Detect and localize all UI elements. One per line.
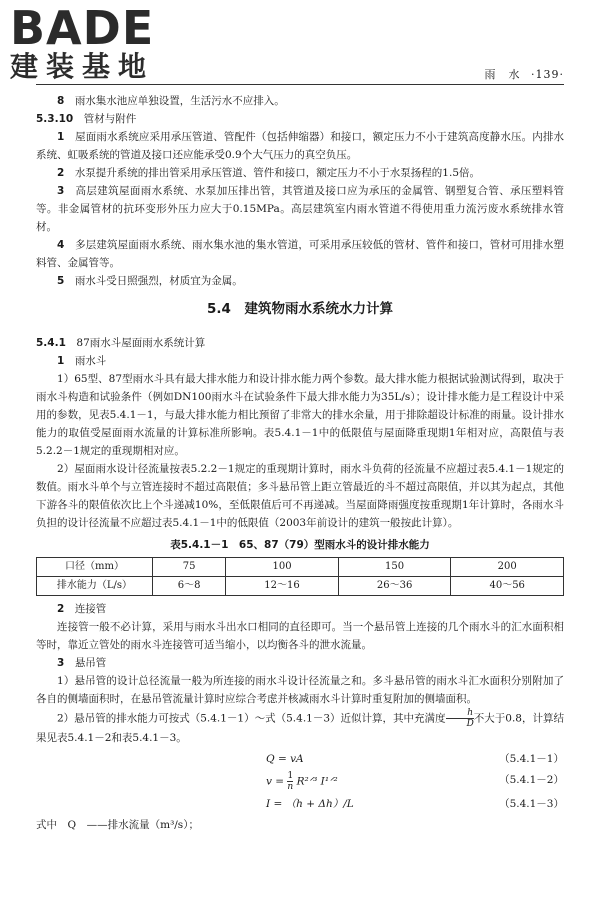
item-3-2: 2）悬吊管的排水能力可按式（5.4.1－1）～式（5.4.1－3）近似计算，其中充满度 $\frac{h}{D}$ 不大于0.8，计算结果见表5.4.1－2和表5.4.1－3。 [36,708,564,744]
table-cell: 100 [226,558,339,577]
paragraph-4: 4 多层建筑屋面雨水系统、雨水集水池的集水管道，可采用承压较低的管材、管件和接口，管材可用排水塑料管、金属管等。 [36,239,565,269]
logo-subtitle: 建装基地 [10,50,155,83]
paragraph-5: 5 雨水斗受日照强烈，材质宜为金属。 [57,275,243,287]
logo-text: BADE [10,1,155,55]
fill-ratio-fraction: $\frac{h}{D}$ [446,708,474,729]
item-1-2: 2）屋面雨水设计径流量按表5.2.2－1规定的重现期计算时，雨水斗负荷的径流量不应超过表5.4.1－1规定的数值。雨水斗单个与立管连接时不超过高限值；多斗悬吊管上距立管最近的斗不超过高限值，并以其为起点，其他下游各斗的限值依次比上个斗递减10%，至低限值后可不再递减。当屋面降雨强度按重现期1年计算时，各雨水斗负担的设计径流量不应超过表5.4.1－1中的低限值（2003年前设计的建筑一般按此计算）。 [36,463,564,529]
page-number: ·139· [531,68,564,81]
subsection-5-3-10: 5.3.10 管材与附件 [36,113,137,125]
running-header [485,66,565,82]
paragraph-connection-pipe: 连接管一般不必计算，采用与雨水斗出水口相同的直径即可。当一个悬吊管上连接的几个雨水斗的汇水面积相等时，靠近立管处的雨水斗连接管可适当缩小，以均衡各斗的泄水流量。 [36,621,564,651]
table-cell: 排水能力（L/s） [37,577,153,596]
table-cell: 6～8 [152,577,225,596]
table-cell: 150 [338,558,451,577]
header-divider [36,84,564,85]
page-body [36,92,564,834]
table-cell: 12～16 [226,577,339,596]
formula-3: I = （h + Δh）/L （5.4.1－3） [266,798,564,810]
capacity-table [36,557,564,596]
table-cell: 26～36 [338,577,451,596]
table-cell: 75 [152,558,225,577]
chapter-title: 雨 水 [484,68,521,81]
formula-2: v = $\frac{1}{n}$ R²ᐟ³ I¹ᐟ² （5.4.1－2） [266,771,564,792]
paragraph-2: 2 水泵提升系统的排出管采用承压管道、管件和接口，额定压力不小于水泵扬程的1.5倍。 [57,167,481,179]
table-cell: 口径（mm） [37,558,153,577]
paragraph-8: 8 雨水集水池应单独设置，生活污水不应排入。 [57,95,285,107]
table-cell: 200 [451,558,564,577]
table-title: 表5.4.1－1 65、87（79）型雨水斗的设计排水能力 [170,539,430,551]
item-1-1: 1）65型、87型雨水斗具有最大排水能力和设计排水能力两个参数。最大排水能力根据试验测试得到，取决于雨水斗构造和试验条件（例如DN100雨水斗在试验条件下最大排水能力为35L/s）；设计排水能力是工程设计中采用的参数，见表5.4.1－1，与最大排水能力相比预留了非常大的排水余量，用于排除超设计标准的雨量。设计排水能力的取值受屋面雨水流量的计算标准所影响。表5.4.1－1中的低限值与屋面降重现期1年相对应，高限值与表5.2.2－1规定的重现期相对应。 [36,373,564,457]
sub-heading-suspended-pipe: 3 悬吊管 [57,657,107,669]
section-title: 5.4 建筑物雨水系统水力计算 [207,301,393,317]
paragraph-1: 1 屋面雨水系统应采用承压管道、管配件（包括伸缩器）和接口，额定压力不小于建筑高度静水压。内排水系统、虹吸系统的管道及接口还应能承受0.9个大气压力的真空负压。 [36,131,565,161]
item-3-1: 1）悬吊管的设计总径流量一般为所连接的雨水斗设计径流量之和。多斗悬吊管的雨水斗汇水面积分别附加了各自的侧墙面积时，在悬吊管流量计算时应综合考虑并核减雨水斗计算时重复附加的侧墙面积。 [36,675,564,705]
logo [10,1,155,83]
subsection-5-4-1: 5.4.1 87雨水斗屋面雨水系统计算 [36,337,206,349]
sub-heading-rain-bucket: 1 雨水斗 [57,355,107,367]
sub-heading-connection-pipe: 2 连接管 [57,603,107,615]
table-row [37,577,564,596]
formula-1: Q = vA （5.4.1－1） [266,753,564,765]
paragraph-3: 3 高层建筑屋面雨水系统、水泵加压排出管，其管道及接口应为承压的金属管、钢塑复合管、承压塑料管等。非金属管材的抗环变形外压力应大于0.15MPa。高层建筑室内雨水管道不得使用重力流污废水系统排水管材。 [36,185,565,233]
where-clause: 式中 Q ——排水流量（m³/s）； [36,819,199,831]
table-cell: 40～56 [451,577,564,596]
table-row [37,558,564,577]
